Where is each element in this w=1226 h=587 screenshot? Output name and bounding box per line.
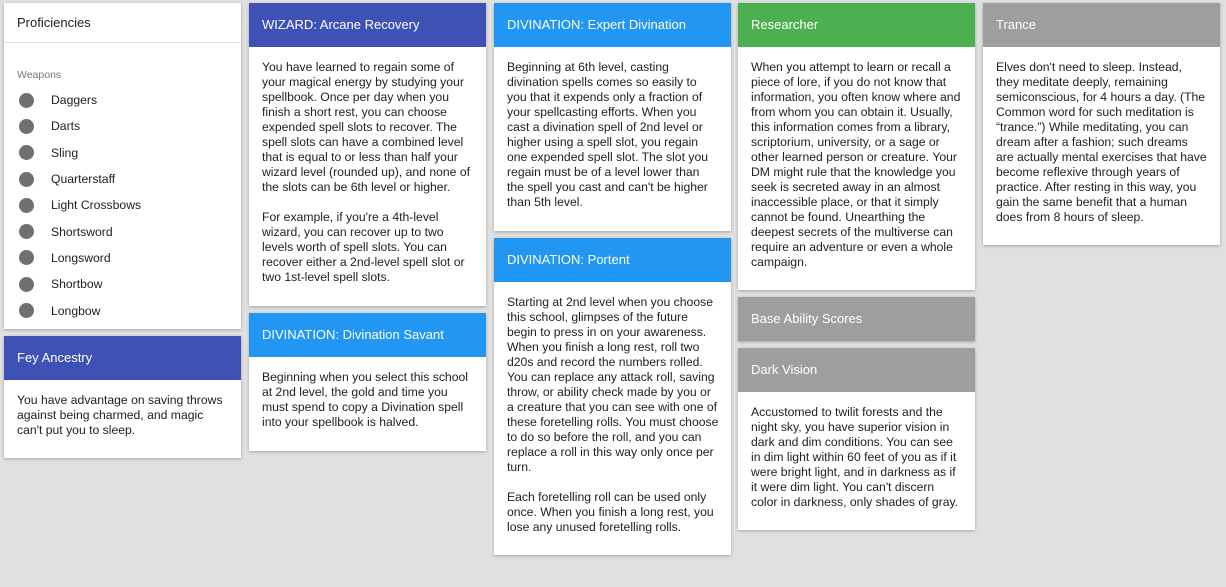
weapon-label: Light Crossbows [51,198,142,213]
fey-ancestry-body: You have advantage on saving throws against being charmed, and magic can't put you to sleep. [17,392,223,437]
list-item [19,166,228,192]
proficiencies-card [4,3,241,329]
proficiencies-title[interactable]: Proficiencies [4,3,241,43]
fey-ancestry-card [4,336,241,458]
list-item [19,140,228,166]
portent-header[interactable]: DIVINATION: Portent [494,238,731,282]
weapon-label: Quarterstaff [51,172,116,187]
dark-vision-card [738,348,975,530]
researcher-body: When you attempt to learn or recall a piece of lore, if you do not know that information, you often know where and from whom you can obtain it. Usually, this information comes from a library, scriptorium, university, or a sage or other learned person or creature. Your DM might rule that the knowledge you seek is secreted away in an almost inaccessible place, or that it simply cannot be found. Unearthing the deepest secrets of the multiverse can require an adventure or even a whole campaign. [751,60,961,269]
weapon-label: Longsword [51,250,111,265]
arcane-recovery-card [249,3,486,306]
list-item [19,271,228,297]
trance-header[interactable]: Trance [983,3,1220,47]
weapon-label: Darts [51,119,81,134]
list-item [19,192,228,218]
expert-divination-header[interactable]: DIVINATION: Expert Divination [494,3,731,47]
researcher-header[interactable]: Researcher [738,3,975,47]
trance-card [983,3,1220,245]
portent-body: Starting at 2nd level when you choose this school, glimpses of the future begin to press in on your awareness. When you finish a long rest, roll two d20s and record the numbers rolled. You can replace any attack roll, saving throw, or ability check made by you or a creature that you can see with one of these foretelling rolls. You must choose to do so before the roll, and you can replace a roll in this way only once per turn. Each foretelling roll can be used only once. When you finish a long rest, you lose any unused foretelling rolls. [507,295,719,534]
dark-vision-header[interactable]: Dark Vision [738,348,975,392]
arcane-recovery-header[interactable]: WIZARD: Arcane Recovery [249,3,486,47]
weapon-label: Shortsword [51,224,113,239]
bullet-icon [19,303,34,318]
divination-savant-body: Beginning when you select this school at 2nd level, the gold and time you must spend to copy a Divination spell into your spellbook is halved. [262,370,468,429]
expert-divination-body: Beginning at 6th level, casting divination spells comes so easily to you that it expends only a fraction of your spellcasting efforts. When you cast a divination spell of 2nd level or higher using a spell slot, you regain one expended spell slot. The slot you regain must be of a level lower than the spell you cast and can't be higher than 5th level. [507,60,709,209]
weapon-label: Daggers [51,93,98,108]
divination-savant-header[interactable]: DIVINATION: Divination Savant [249,313,486,357]
list-item [19,218,228,244]
weapon-label: Sling [51,145,79,160]
bullet-icon [19,119,34,134]
bullet-icon [19,224,34,239]
list-item [19,87,228,113]
divination-savant-card [249,313,486,451]
column-5 [983,3,1220,252]
trance-body: Elves don't need to sleep. Instead, they meditate deeply, remaining semiconscious, for 4 hours a day. (The Common word for such meditation is “trance.”) While meditating, you can dream after a fashion; such dreams are actually mental exercises that have become reflexive through years of practice. After resting in this way, you gain the same benefit that a human does from 8 hours of sleep. [996,60,1207,224]
base-ability-scores-header[interactable]: Base Ability Scores [738,297,975,341]
bullet-icon [19,198,34,213]
column-2 [249,3,486,458]
researcher-card [738,3,975,290]
list-item [19,113,228,139]
bullet-icon [19,145,34,160]
bullet-icon [19,250,34,265]
bullet-icon [19,172,34,187]
weapon-list [4,87,241,329]
fey-ancestry-header[interactable]: Fey Ancestry [4,336,241,380]
column-4 [738,3,975,537]
portent-card [494,238,731,555]
base-ability-scores-card [738,297,975,341]
list-item [19,245,228,271]
weapon-label: Longbow [51,303,101,318]
list-item [19,297,228,323]
weapons-section-label: Weapons [17,69,62,81]
bullet-icon [19,93,34,108]
column-1 [4,3,241,465]
dark-vision-body: Accustomed to twilit forests and the night sky, you have superior vision in dark and dim conditions. You can see in dim light within 60 feet of you as if it were bright light, and in darkness as if it were dim light. You can't discern color in darkness, only shades of gray. [751,405,959,509]
expert-divination-card [494,3,731,231]
arcane-recovery-body: You have learned to regain some of your magical energy by studying your spellbook. Once per day when you finish a short rest, you can choose expended spell slots to recover. The spell slots can have a combined level that is equal to or less than half your wizard level (rounded up), and none of the slots can be 6th level or higher. For example, if you're a 4th-level wizard, you can recover up to two levels worth of spell slots. You can recover either a 2nd-level spell slot or two 1st-level spell slots. [262,60,470,284]
column-3 [494,3,731,562]
weapon-label: Shortbow [51,277,103,292]
bullet-icon [19,277,34,292]
